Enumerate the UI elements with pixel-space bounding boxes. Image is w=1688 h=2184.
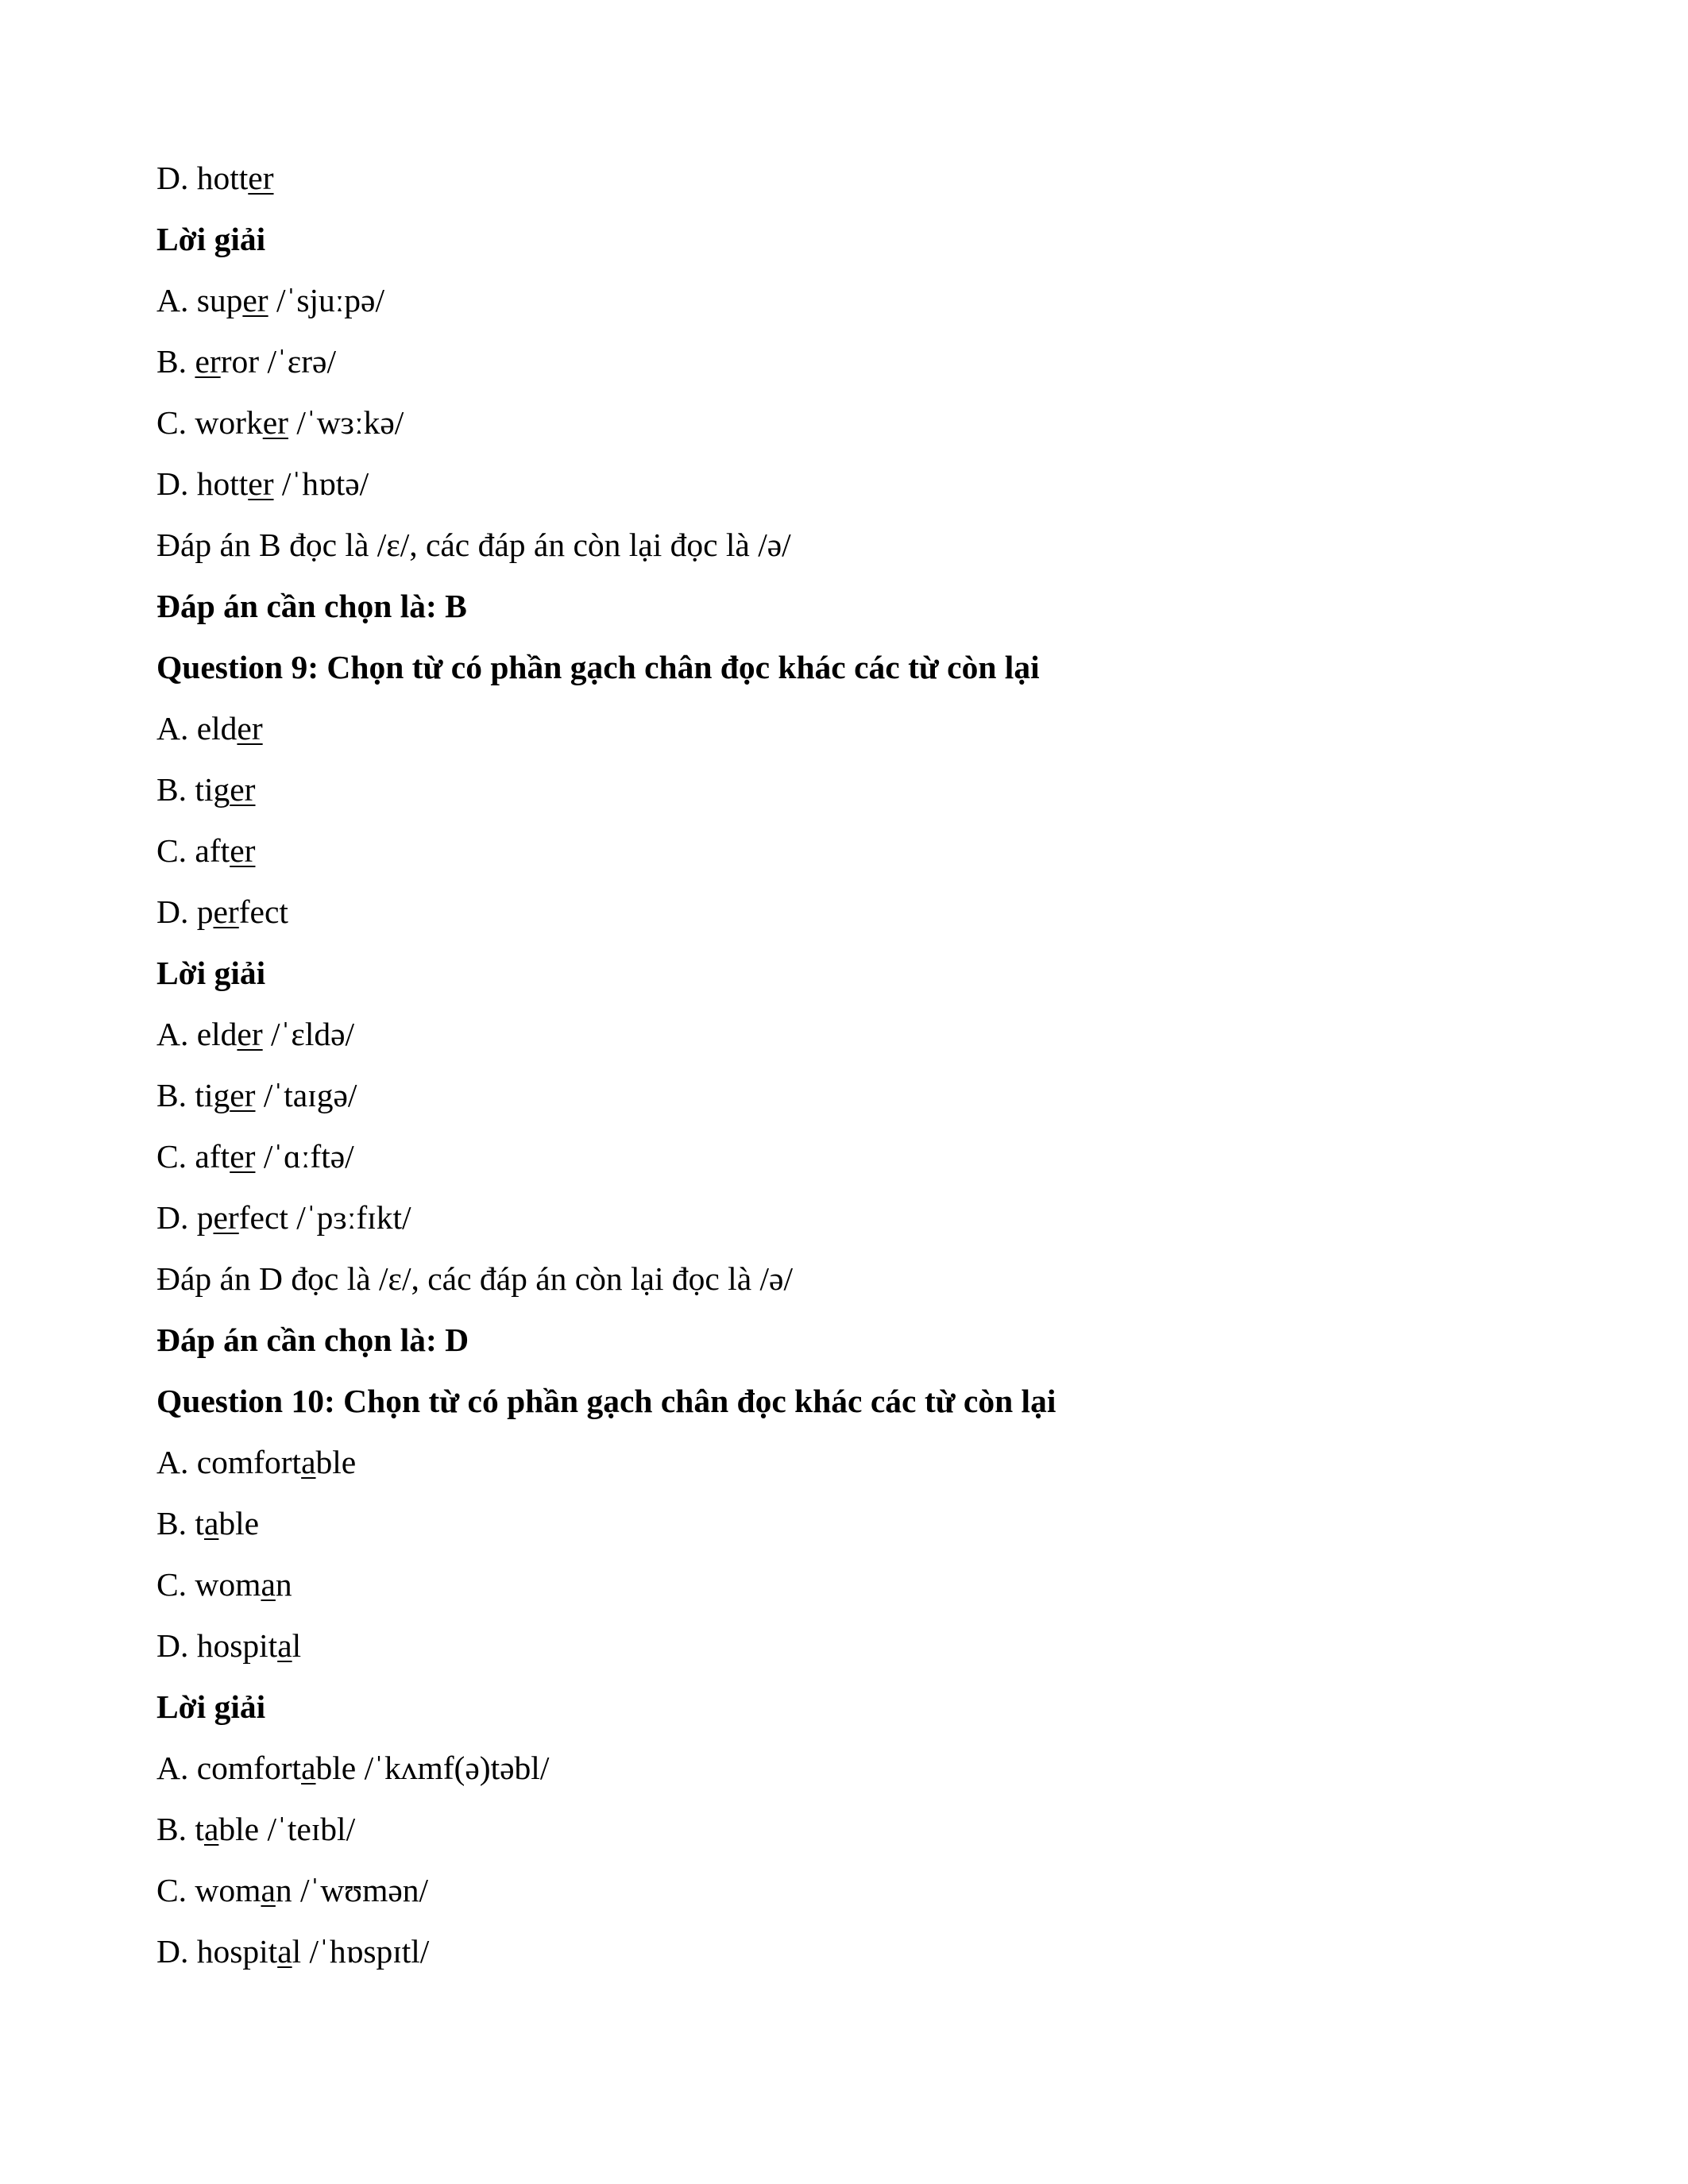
line-text: Đáp án B đọc là /ɛ/, các đáp án còn lại đọc là /ə/ xyxy=(156,527,791,563)
text-line xyxy=(156,158,274,198)
underlined-part: er xyxy=(248,160,274,196)
text-line xyxy=(156,1931,429,1971)
line-text: Lời giải xyxy=(156,221,266,257)
line-text: B. tig xyxy=(156,771,230,808)
line-text: ble xyxy=(315,1444,357,1480)
explanation-line xyxy=(156,1259,793,1298)
line-text: Question 9: Chọn từ có phần gạch chân đọc khác các từ còn lại xyxy=(156,649,1040,685)
line-text: /ˈwɜːkə/ xyxy=(288,404,404,441)
question-heading xyxy=(156,647,1040,687)
line-text: C. work xyxy=(156,404,263,441)
line-text: n xyxy=(275,1566,292,1603)
text-line xyxy=(156,1198,411,1237)
underlined-part: er xyxy=(213,1199,239,1236)
solution-heading xyxy=(156,1687,265,1727)
underlined-part: er xyxy=(262,404,288,441)
line-text: Question 10: Chọn từ có phần gạch chân đọc khác các từ còn lại xyxy=(156,1383,1056,1419)
solution-heading xyxy=(156,219,265,259)
line-text: /ˈtaɪgə/ xyxy=(255,1077,357,1113)
line-text: B. t xyxy=(156,1505,204,1542)
option-line xyxy=(156,1503,259,1543)
underlined-part: er xyxy=(230,832,256,869)
underlined-part: a xyxy=(203,1811,219,1847)
line-text: B. xyxy=(156,343,195,380)
line-text: D. hospit xyxy=(156,1933,278,1970)
text-line xyxy=(156,1748,549,1788)
underlined-part: er xyxy=(242,282,268,318)
line-text: C. aft xyxy=(156,1138,230,1175)
line-text: n /ˈwʊmən/ xyxy=(275,1872,429,1908)
underlined-part: er xyxy=(230,1077,256,1113)
underlined-part: a xyxy=(301,1750,316,1786)
line-text: /ˈhɒtə/ xyxy=(273,465,369,502)
text-line xyxy=(156,1870,428,1910)
underlined-part: er xyxy=(230,1138,256,1175)
line-text: l /ˈhɒspɪtl/ xyxy=(292,1933,430,1970)
line-text: Lời giải xyxy=(156,955,266,991)
option-line xyxy=(156,770,256,809)
underlined-part: a xyxy=(261,1566,276,1603)
underlined-part: er xyxy=(248,465,274,502)
line-text: ble /ˈkʌmf(ə)təbl/ xyxy=(315,1750,550,1786)
line-text: B. tig xyxy=(156,1077,230,1113)
line-text: Đáp án D đọc là /ɛ/, các đáp án còn lại đọc là /ə/ xyxy=(156,1260,793,1297)
line-text: /ˈɛldə/ xyxy=(262,1016,355,1052)
line-text: Đáp án cần chọn là: D xyxy=(156,1322,469,1358)
line-text: /ˈsjuːpə/ xyxy=(268,282,385,318)
line-text: C. aft xyxy=(156,832,230,869)
line-text: C. wom xyxy=(156,1566,261,1603)
underlined-part: a xyxy=(203,1505,219,1542)
text-line xyxy=(156,403,404,442)
line-text: D. hott xyxy=(156,465,249,502)
line-text: ble xyxy=(218,1505,260,1542)
option-line xyxy=(156,831,255,870)
underlined-part: er xyxy=(237,710,263,747)
line-text: Lời giải xyxy=(156,1688,266,1725)
line-text: A. eld xyxy=(156,1016,238,1052)
line-text: l xyxy=(292,1627,302,1664)
underlined-part: a xyxy=(277,1933,292,1970)
line-text: A. sup xyxy=(156,282,243,318)
text-line xyxy=(156,1014,354,1054)
answer-line xyxy=(156,586,467,626)
line-text: B. t xyxy=(156,1811,204,1847)
underlined-part: er xyxy=(213,893,239,930)
line-text: D. hott xyxy=(156,160,249,196)
text-line xyxy=(156,1136,354,1176)
line-text: D. hospit xyxy=(156,1627,278,1664)
line-text: A. comfort xyxy=(156,1444,302,1480)
underlined-part: er xyxy=(195,343,221,380)
line-text: D. p xyxy=(156,1199,214,1236)
line-text: D. p xyxy=(156,893,214,930)
underlined-part: a xyxy=(301,1444,316,1480)
line-text: A. comfort xyxy=(156,1750,302,1786)
line-text: /ˈɑːftə/ xyxy=(255,1138,354,1175)
text-line xyxy=(156,1075,357,1115)
line-text: fect /ˈpɜːfɪkt/ xyxy=(238,1199,411,1236)
option-line xyxy=(156,1565,292,1604)
option-line xyxy=(156,708,263,748)
line-text: fect xyxy=(238,893,288,930)
line-text: A. eld xyxy=(156,710,238,747)
text-line xyxy=(156,464,369,504)
answer-line xyxy=(156,1320,469,1360)
question-heading xyxy=(156,1381,1056,1421)
line-text: ror /ˈɛrə/ xyxy=(220,343,336,380)
option-line xyxy=(156,892,288,932)
line-text: Đáp án cần chọn là: B xyxy=(156,588,467,624)
line-text: ble /ˈteɪbl/ xyxy=(218,1811,356,1847)
explanation-line xyxy=(156,525,791,565)
text-line xyxy=(156,341,336,381)
text-line xyxy=(156,280,384,320)
option-line xyxy=(156,1442,356,1482)
underlined-part: er xyxy=(237,1016,263,1052)
solution-heading xyxy=(156,953,265,993)
underlined-part: a xyxy=(277,1627,292,1664)
text-line xyxy=(156,1809,355,1849)
line-text: C. wom xyxy=(156,1872,261,1908)
underlined-part: a xyxy=(261,1872,276,1908)
underlined-part: er xyxy=(230,771,256,808)
option-line xyxy=(156,1626,301,1665)
